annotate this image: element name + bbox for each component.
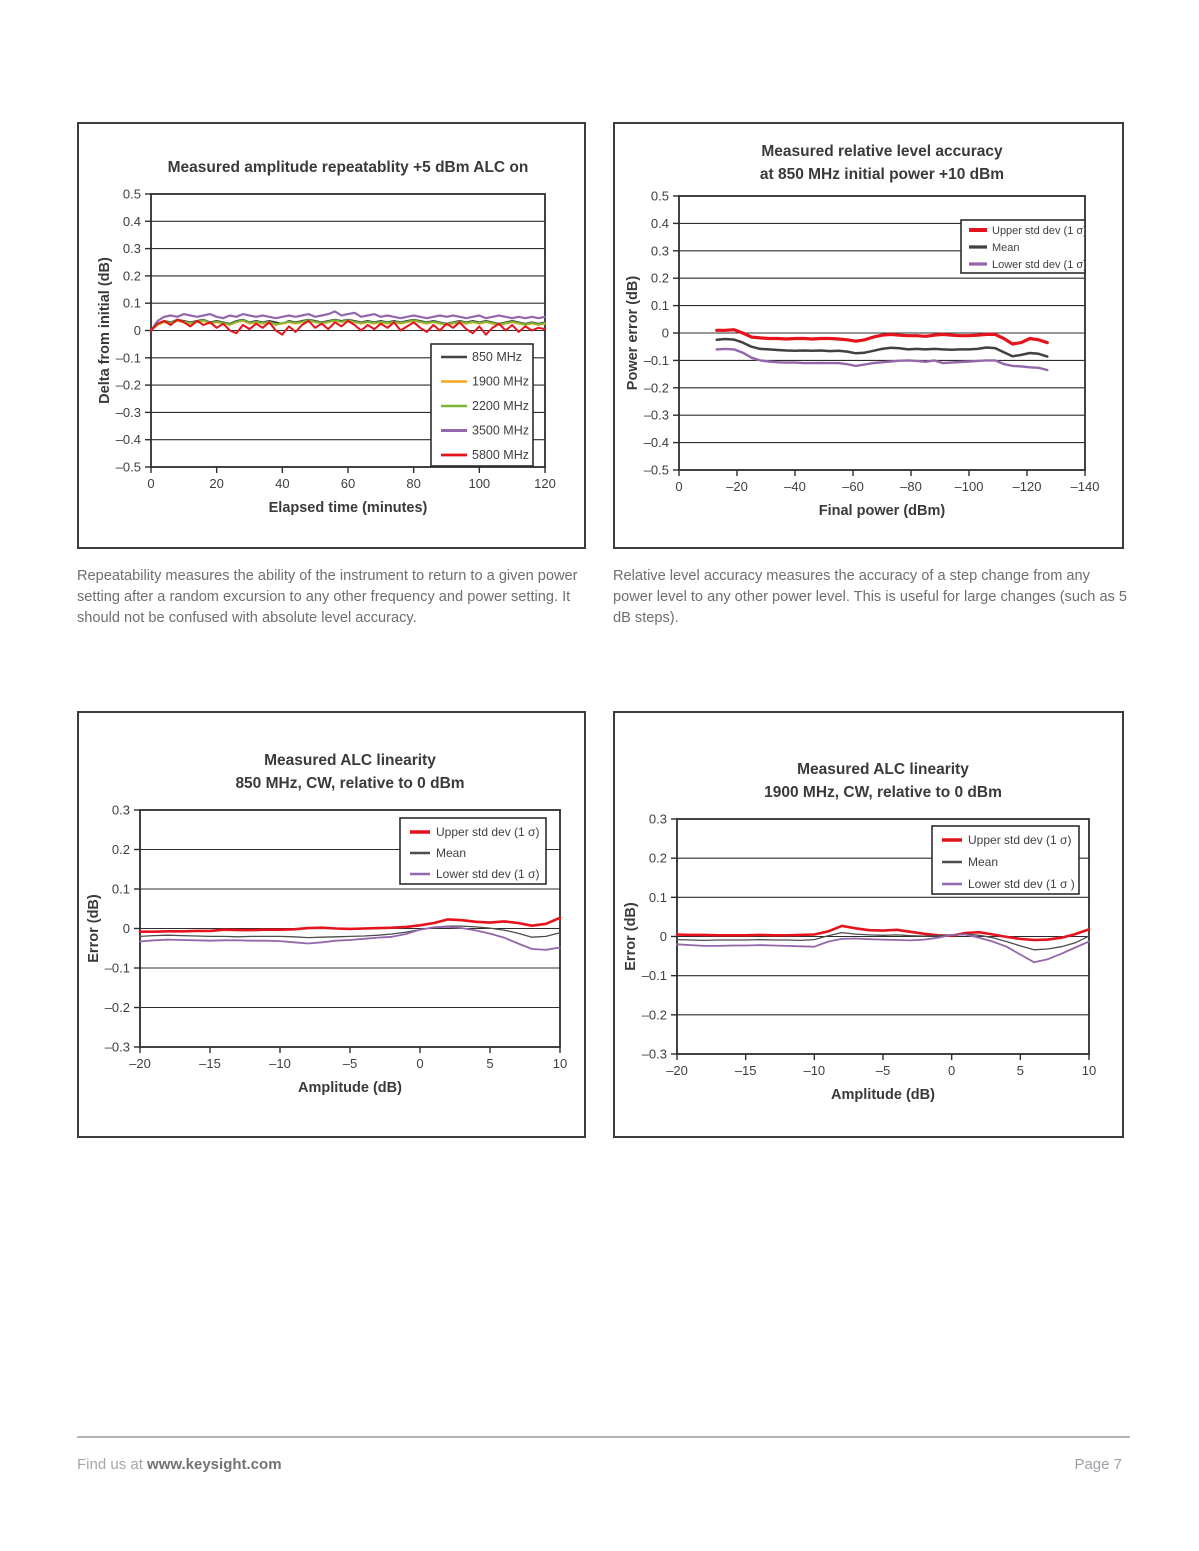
svg-text:Lower std dev (1 σ): Lower std dev (1 σ) bbox=[436, 867, 540, 881]
svg-text:0.1: 0.1 bbox=[122, 295, 141, 311]
svg-text:–10: –10 bbox=[269, 1056, 291, 1071]
svg-text:0.2: 0.2 bbox=[650, 270, 669, 286]
svg-text:40: 40 bbox=[275, 476, 290, 491]
svg-text:–20: –20 bbox=[666, 1063, 688, 1078]
series-upper-std-dev-1- bbox=[677, 926, 1089, 940]
svg-text:0: 0 bbox=[948, 1063, 956, 1078]
footer-website: www.keysight.com bbox=[147, 1456, 282, 1473]
svg-text:3500 MHz: 3500 MHz bbox=[472, 423, 529, 438]
svg-text:Final power (dBm): Final power (dBm) bbox=[818, 503, 946, 519]
svg-text:Mean: Mean bbox=[992, 242, 1020, 254]
svg-text:Lower std dev (1 σ ): Lower std dev (1 σ ) bbox=[968, 877, 1075, 891]
svg-text:Amplitude (dB): Amplitude (dB) bbox=[298, 1080, 402, 1096]
svg-text:–0.3: –0.3 bbox=[641, 1046, 667, 1062]
svg-text:0.2: 0.2 bbox=[648, 850, 667, 866]
series-upper-std-dev-1- bbox=[717, 330, 1048, 344]
svg-text:Upper std dev (1 σ): Upper std dev (1 σ) bbox=[992, 225, 1087, 237]
svg-text:0: 0 bbox=[659, 929, 667, 944]
chart-canvas-relative-level-accuracy bbox=[615, 124, 1122, 547]
svg-text:Power error (dB): Power error (dB) bbox=[625, 275, 641, 391]
svg-text:Measured ALC linearity: Measured ALC linearity bbox=[264, 752, 436, 769]
svg-text:–5: –5 bbox=[342, 1056, 358, 1071]
svg-text:Error (dB): Error (dB) bbox=[86, 894, 102, 963]
footer-page-number: Page 7 bbox=[1074, 1456, 1122, 1473]
svg-text:–15: –15 bbox=[734, 1063, 757, 1078]
chart-canvas-alc-linearity-1900 bbox=[615, 713, 1122, 1136]
svg-text:–60: –60 bbox=[842, 479, 864, 494]
svg-text:Mean: Mean bbox=[968, 855, 999, 869]
svg-text:0.5: 0.5 bbox=[650, 188, 669, 204]
svg-text:5800 MHz: 5800 MHz bbox=[472, 448, 529, 462]
svg-text:–0.4: –0.4 bbox=[115, 432, 141, 448]
svg-text:Error (dB): Error (dB) bbox=[623, 902, 639, 971]
svg-text:–0.3: –0.3 bbox=[104, 1039, 130, 1055]
svg-text:1900 MHz, CW, relative to 0 dB: 1900 MHz, CW, relative to 0 dBm bbox=[764, 784, 1002, 801]
svg-text:Measured ALC linearity: Measured ALC linearity bbox=[797, 761, 969, 778]
svg-text:120: 120 bbox=[534, 476, 556, 491]
svg-text:–80: –80 bbox=[900, 479, 922, 494]
svg-text:at 850 MHz initial power +10 d: at 850 MHz initial power +10 dBm bbox=[759, 166, 1005, 183]
svg-text:–20: –20 bbox=[726, 479, 748, 494]
svg-text:2200 MHz: 2200 MHz bbox=[472, 399, 529, 413]
svg-text:Upper std dev (1 σ): Upper std dev (1 σ) bbox=[968, 833, 1072, 847]
svg-text:0: 0 bbox=[133, 323, 141, 338]
chart-canvas-alc-linearity-850 bbox=[79, 713, 584, 1136]
chart-panel-alc-linearity-1900 bbox=[613, 711, 1124, 1138]
svg-text:10: 10 bbox=[552, 1056, 568, 1071]
svg-text:–0.1: –0.1 bbox=[115, 350, 141, 366]
svg-text:0.1: 0.1 bbox=[111, 881, 130, 897]
svg-text:5: 5 bbox=[486, 1056, 494, 1071]
legend bbox=[431, 344, 533, 466]
svg-text:0: 0 bbox=[122, 921, 130, 936]
footer-divider bbox=[77, 1436, 1130, 1438]
svg-text:–40: –40 bbox=[784, 479, 806, 494]
legend bbox=[961, 220, 1087, 273]
svg-text:0.2: 0.2 bbox=[122, 268, 141, 284]
chart-panel-relative-level-accuracy bbox=[613, 122, 1124, 549]
svg-text:–0.2: –0.2 bbox=[641, 1007, 667, 1023]
footer-find-us bbox=[77, 1456, 282, 1473]
svg-text:Delta from initial (dB): Delta from initial (dB) bbox=[97, 257, 113, 404]
svg-text:0: 0 bbox=[416, 1056, 424, 1071]
svg-text:Measured amplitude repeatablit: Measured amplitude repeatablity +5 dBm ALC on bbox=[167, 159, 529, 176]
svg-text:5: 5 bbox=[1016, 1063, 1024, 1078]
svg-text:–0.3: –0.3 bbox=[643, 407, 669, 423]
svg-text:Lower std dev (1 σ): Lower std dev (1 σ) bbox=[992, 259, 1087, 271]
svg-text:–0.2: –0.2 bbox=[643, 380, 669, 396]
chart-canvas-amplitude-repeatability bbox=[79, 124, 584, 547]
svg-text:–0.2: –0.2 bbox=[115, 377, 141, 393]
svg-text:0.3: 0.3 bbox=[111, 802, 130, 818]
svg-text:0.3: 0.3 bbox=[122, 241, 141, 257]
svg-text:–0.3: –0.3 bbox=[115, 404, 141, 420]
svg-text:–0.4: –0.4 bbox=[643, 435, 669, 451]
svg-text:0.1: 0.1 bbox=[648, 889, 667, 905]
svg-text:20: 20 bbox=[209, 476, 224, 491]
svg-text:–0.1: –0.1 bbox=[641, 968, 667, 984]
chart-panel-amplitude-repeatability bbox=[77, 122, 586, 549]
series-mean bbox=[717, 339, 1048, 357]
svg-text:–120: –120 bbox=[1012, 479, 1042, 494]
svg-text:10: 10 bbox=[1081, 1063, 1097, 1078]
svg-text:0.5: 0.5 bbox=[122, 186, 141, 202]
svg-text:0.2: 0.2 bbox=[111, 842, 130, 857]
svg-text:0: 0 bbox=[147, 476, 155, 491]
svg-text:Amplitude (dB): Amplitude (dB) bbox=[831, 1087, 935, 1103]
svg-text:850 MHz: 850 MHz bbox=[472, 350, 523, 364]
chart-panel-alc-linearity-850 bbox=[77, 711, 586, 1138]
footer-find-us-label: Find us at bbox=[77, 1456, 148, 1473]
svg-text:0.4: 0.4 bbox=[122, 213, 141, 229]
svg-text:850 MHz, CW, relative to 0 dBm: 850 MHz, CW, relative to 0 dBm bbox=[235, 775, 465, 792]
svg-text:–100: –100 bbox=[954, 479, 984, 494]
svg-text:–0.2: –0.2 bbox=[104, 1000, 130, 1015]
svg-text:–0.1: –0.1 bbox=[643, 352, 669, 368]
svg-text:Mean: Mean bbox=[436, 846, 467, 860]
caption-relative-level-accuracy: Relative level accuracy measures the accuracy of a step change from any power level to any other power level. This is useful for large changes (such as 5 dB steps). bbox=[613, 568, 1128, 626]
svg-text:Upper std dev (1 σ): Upper std dev (1 σ) bbox=[436, 825, 540, 839]
svg-text:0.3: 0.3 bbox=[650, 243, 669, 259]
svg-text:–10: –10 bbox=[803, 1063, 826, 1078]
svg-text:–15: –15 bbox=[199, 1056, 221, 1071]
svg-text:100: 100 bbox=[468, 476, 491, 491]
svg-text:80: 80 bbox=[406, 476, 421, 491]
legend bbox=[400, 818, 546, 884]
svg-text:60: 60 bbox=[340, 476, 356, 491]
svg-text:–20: –20 bbox=[129, 1056, 151, 1071]
svg-text:–0.1: –0.1 bbox=[104, 960, 130, 976]
svg-text:0: 0 bbox=[661, 325, 669, 341]
svg-text:1900 MHz: 1900 MHz bbox=[472, 374, 529, 389]
series-lower-std-dev-1- bbox=[717, 349, 1048, 370]
svg-text:Elapsed time (minutes): Elapsed time (minutes) bbox=[268, 500, 428, 516]
svg-text:–5: –5 bbox=[875, 1063, 891, 1078]
svg-text:–0.5: –0.5 bbox=[115, 459, 141, 475]
svg-text:0.4: 0.4 bbox=[650, 215, 669, 231]
svg-text:Measured relative level accura: Measured relative level accuracy bbox=[761, 143, 1003, 160]
svg-text:0.1: 0.1 bbox=[650, 298, 669, 314]
legend bbox=[932, 826, 1079, 894]
svg-text:0: 0 bbox=[675, 479, 683, 494]
svg-text:–140: –140 bbox=[1070, 479, 1100, 494]
svg-text:0.3: 0.3 bbox=[648, 811, 667, 827]
caption-repeatability: Repeatability measures the ability of the instrument to return to a given power setting after a random excursion to any other frequency and power setting. It should not be confused with absolute level accuracy. bbox=[77, 568, 578, 626]
svg-text:–0.5: –0.5 bbox=[643, 462, 669, 478]
